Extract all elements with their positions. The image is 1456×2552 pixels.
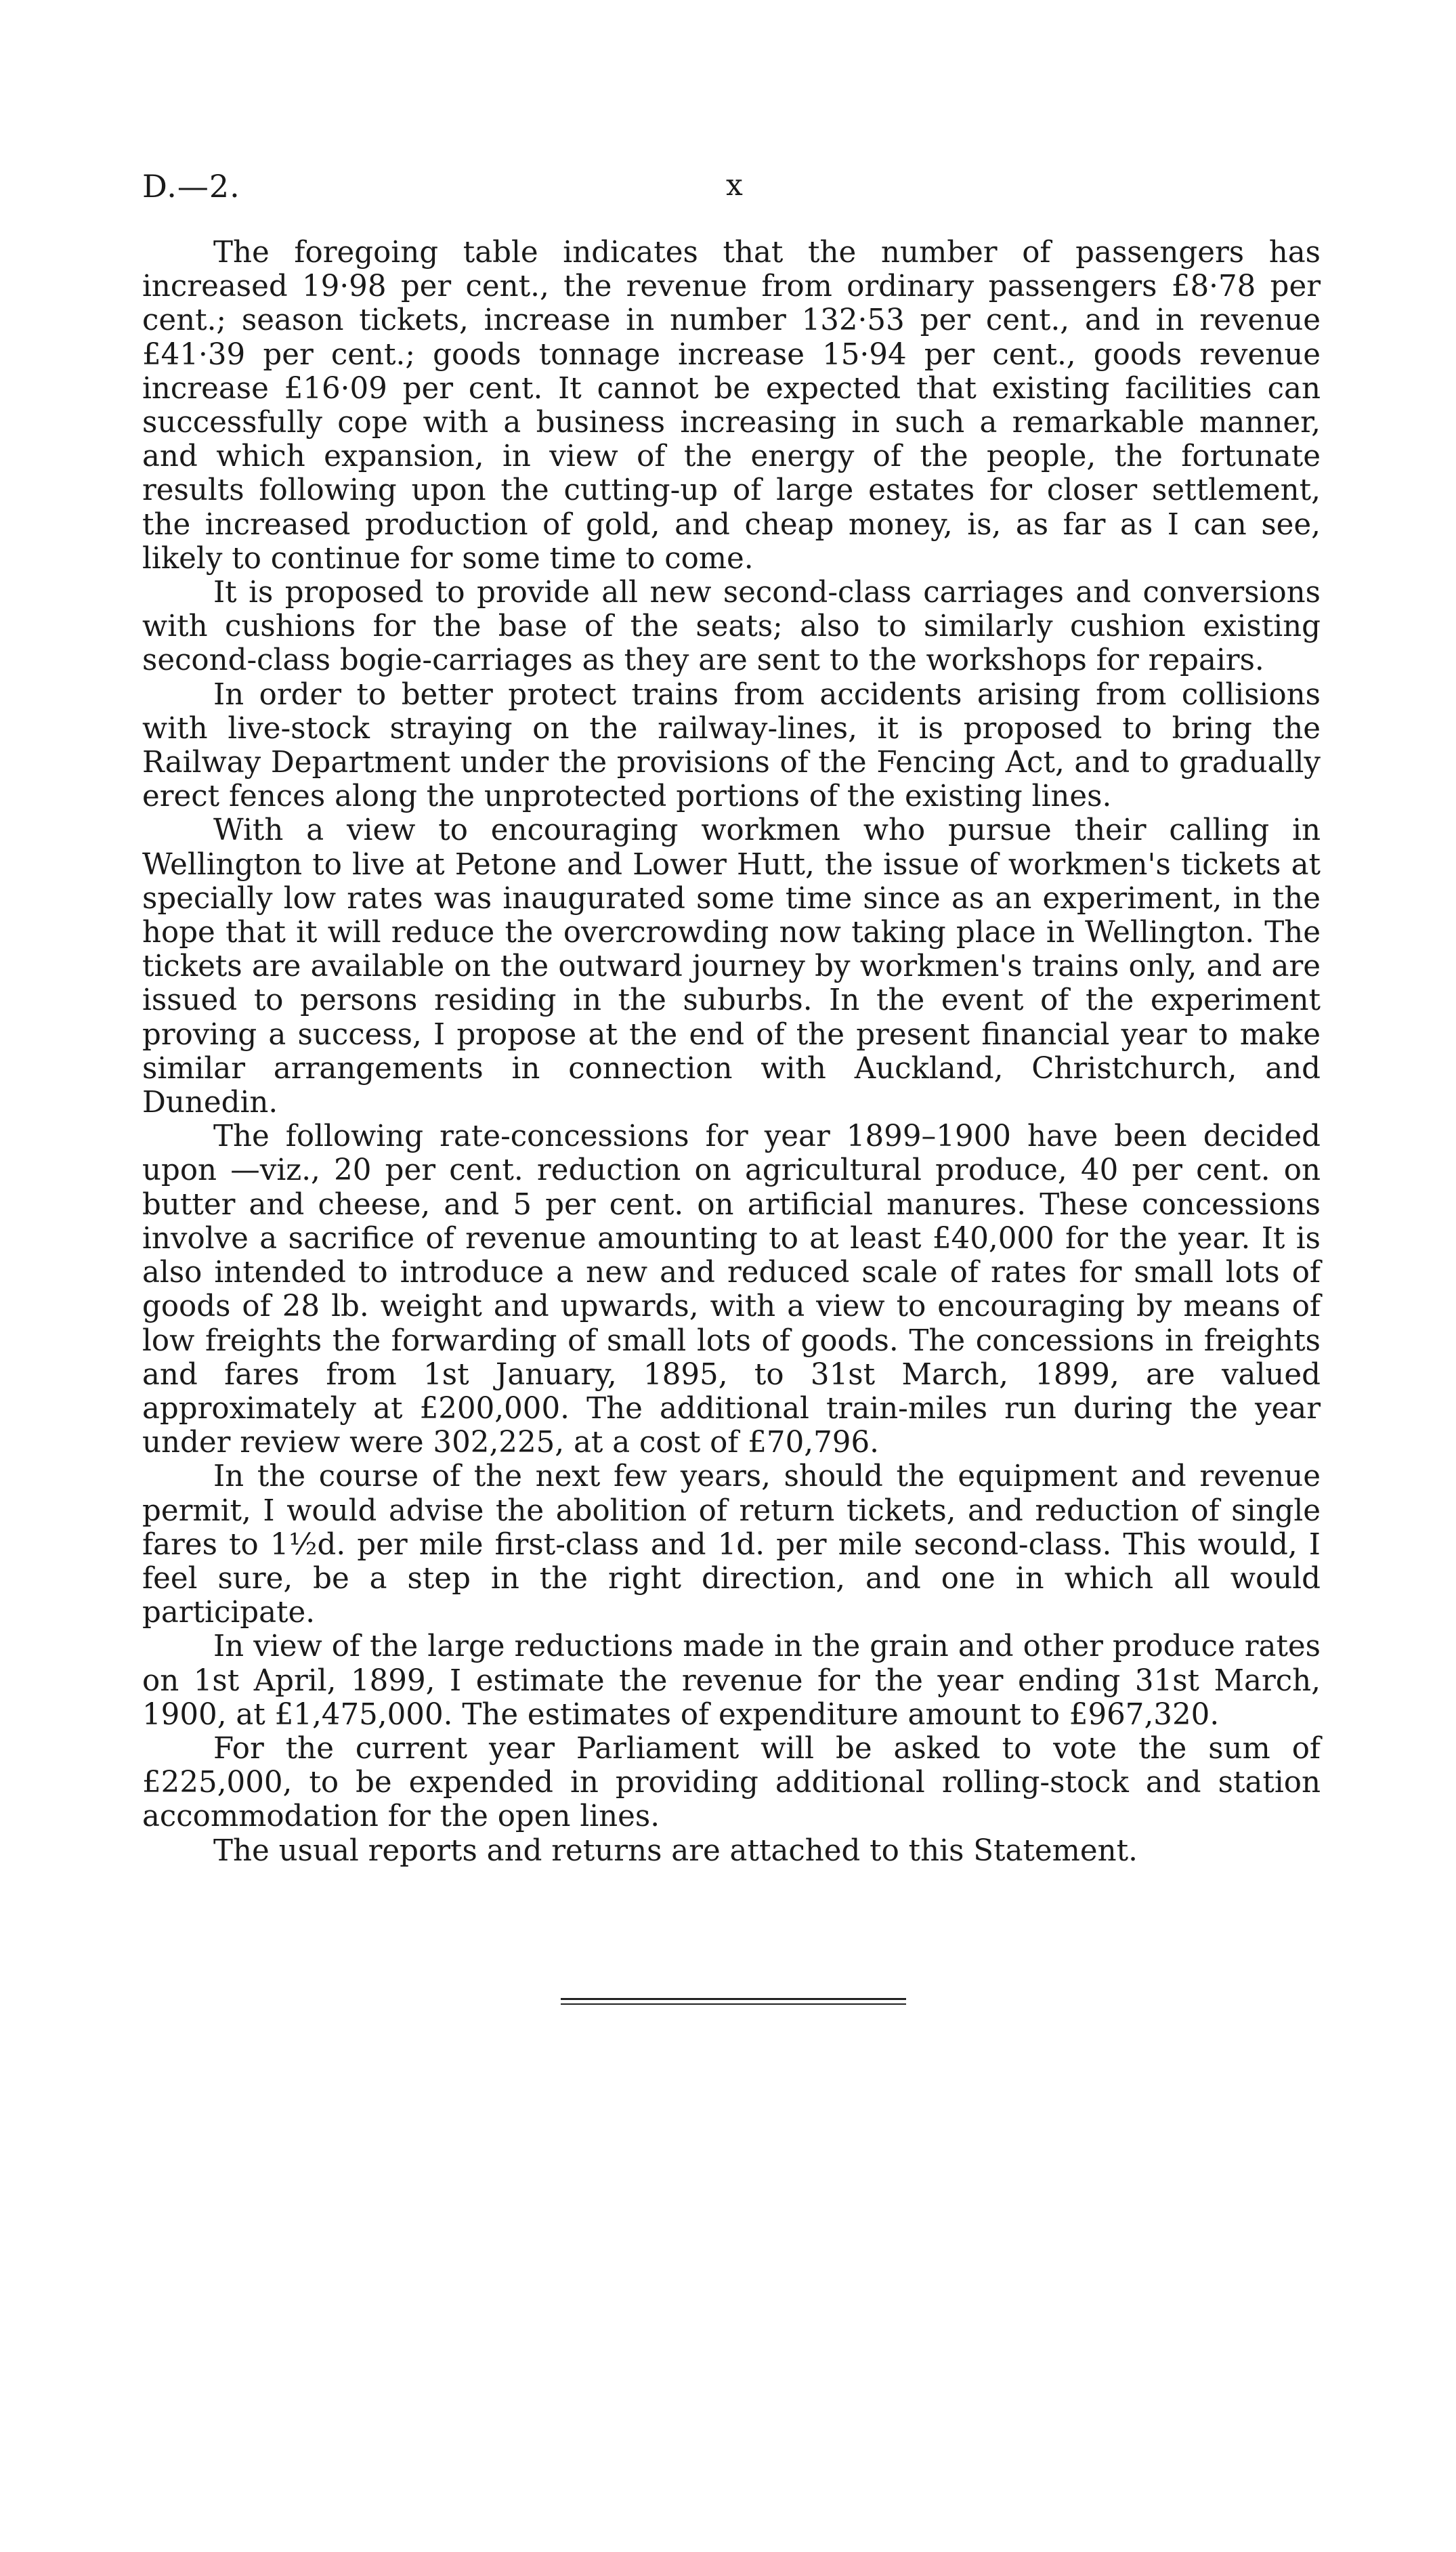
paragraph-carriage-cushions: It is proposed to provide all new second-class carriages and conversions with cushions for the base of the seats; also to similarly cushion existing second-class bogie-carriages as they are sent to the workshops for repairs. (142, 576, 1321, 678)
document-reference: D.—2. (142, 168, 240, 205)
closing-rule-secondary (561, 2003, 906, 2005)
paragraph-traffic-increase: The foregoing table indicates that the number of passengers has increased 19·98 per cent., the revenue from ordinary passengers £8·78 per cent.; season tickets, increase in number 132·53 per cent., and in revenue £41·39 per cent.; goods tonnage increase 15·94 per cent., goods revenue increase £16·09 per cent. It cannot be expected that existing facilities can successfully cope with a business increasing in such a remarkable manner, and which expansion, in view of the energy of the people, the fortunate results following upon the cutting-up of large estates for closer settlement, the increased production of gold, and cheap money, is, as far as I can see, likely to continue for some time to come. (142, 236, 1321, 576)
paragraph-return-tickets: In the course of the next few years, should the equipment and revenue permit, I would advise the abolition of return tickets, and reduction of single fares to 1½d. per mile first-class and 1d. per mile second-class. This would, I feel sure, be a step in the right direction, and one in which all would participate. (142, 1460, 1321, 1630)
closing-rule (561, 1998, 906, 2000)
paragraph-revenue-estimate: In view of the large reductions made in the grain and other produce rates on 1st April, 1899, I estimate the revenue for the year ending 31st March, 1900, at £1,475,000. The estimates of expenditure amount to £967,320. (142, 1630, 1321, 1732)
page-number: x (726, 168, 743, 203)
paragraph-rate-concessions: The following rate-concessions for year 1899–1900 have been decided upon —viz., 20 per cent. reduction on agricultural produce, 40 per cent. on butter and cheese, and 5 per cent. on artificial manures. These concessions involve a sacrifice of revenue amounting to at least £40,000 for the year. It is also intended to introduce a new and reduced scale of rates for small lots of goods of 28 lb. weight and upwards, with a view to encouraging by means of low freights the forwarding of small lots of goods. The concessions in freights and fares from 1st January, 1895, to 31st March, 1899, are valued approximately at £200,000. The additional train-miles run during the year under review were 302,225, at a cost of £70,796. (142, 1120, 1321, 1460)
paragraph-fencing: In order to better protect trains from accidents arising from collisions with live-stock straying on the railway-lines, it is proposed to bring the Railway Department under the provisions of the Fencing Act, and to gradually erect fences along the unprotected portions of the existing lines. (142, 677, 1321, 814)
page-header (142, 168, 1321, 209)
statement-body (142, 236, 1321, 1868)
paragraph-reports-attached: The usual reports and returns are attached to this Statement. (213, 1833, 1138, 1868)
paragraph-workmen-tickets: With a view to encouraging workmen who pursue their calling in Wellington to live at Petone and Lower Hutt, the issue of workmen's tickets at specially low rates was inaugurated some time since as an experiment, in the hope that it will reduce the overcrowding now taking place in Wellington. The tickets are available on the outward journey by workmen's trains only, and are issued to persons residing in the suburbs. In the event of the experiment proving a success, I propose at the end of the present financial year to make similar arrangements in connection with Auckland, Christchurch, and Dunedin. (142, 813, 1321, 1120)
paragraph-parliament-vote: For the current year Parliament will be asked to vote the sum of £225,000, to be expended in providing additional rolling-stock and station accommodation for the open lines. (142, 1731, 1321, 1834)
